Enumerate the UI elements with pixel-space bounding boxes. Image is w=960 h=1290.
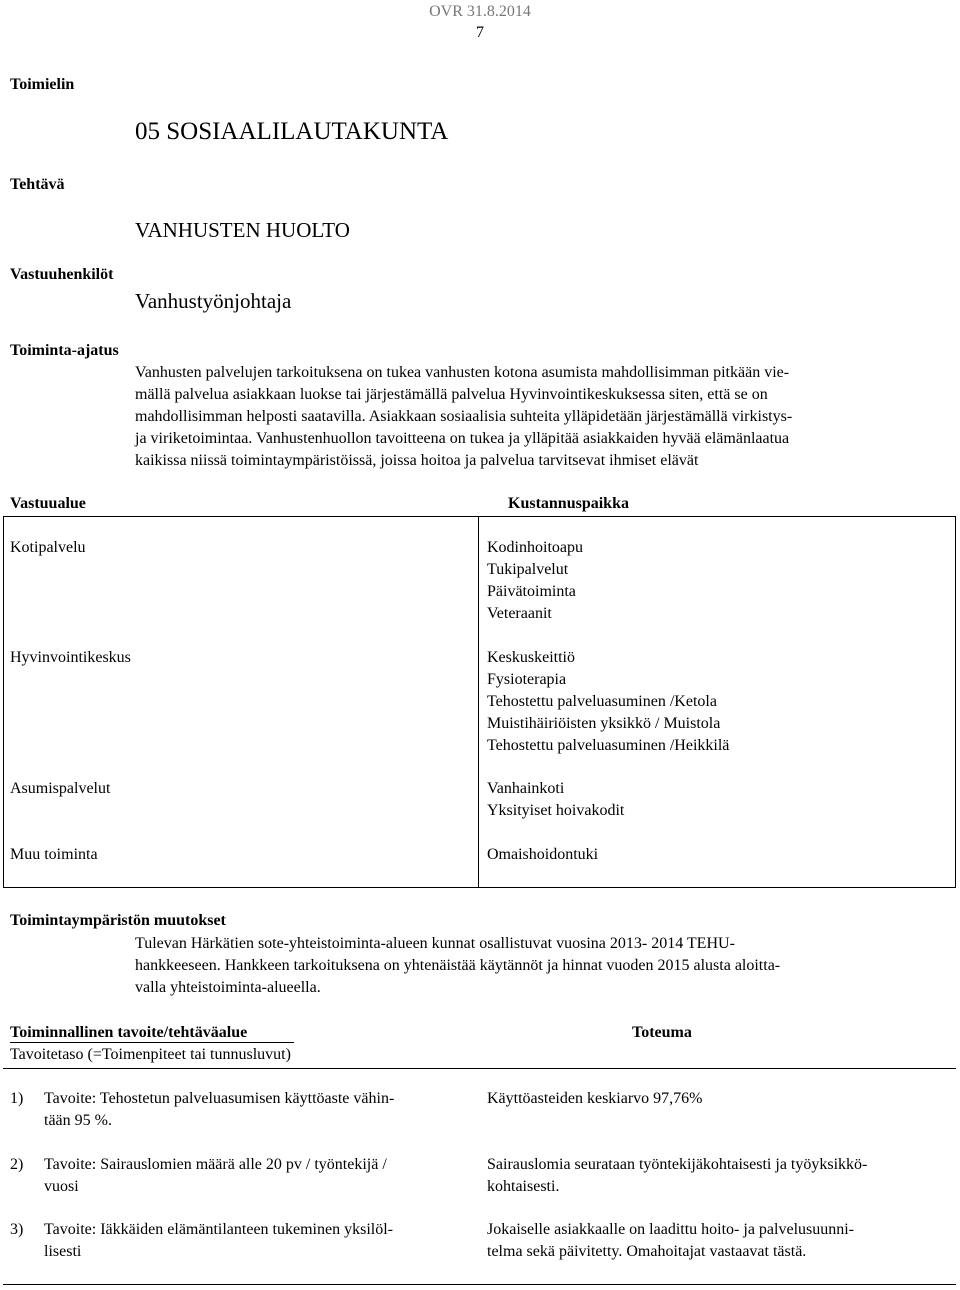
cost-center-item: Vanhainkoti — [487, 780, 565, 797]
cost-center-item: Päivätoiminta — [487, 583, 576, 600]
toiminta-ajatus-line: mahdollisimman helposti saatavilla. Asiakkaan sosiaalisia suhteita ylläpidetään järjestämällä virkistys- — [135, 408, 793, 425]
goal-text — [44, 1154, 387, 1198]
goal-line: tään 95 %. — [44, 1112, 112, 1129]
label-toiminta-ajatus: Toiminta-ajatus — [10, 342, 119, 359]
goal-line: Tavoite: Tehostetun palveluasumisen käyttöaste vähin- — [44, 1090, 395, 1107]
goal-text — [44, 1088, 394, 1132]
goal-text — [44, 1219, 393, 1263]
toiminta-ajatus-line: ja viriketoimintaa. Vanhustenhuollon tavoitteena on tukea ja ylläpitää asiakkaiden hyvää elämänlaatua — [135, 430, 790, 447]
goal-result — [487, 1154, 867, 1198]
cost-center-item: Kodinhoitoapu — [487, 539, 583, 556]
toteuma-header: Toteuma — [632, 1024, 692, 1041]
table-row-area: Hyvinvointikeskus — [10, 649, 131, 666]
goals-subheader: Tavoitetaso (=Toimenpiteet tai tunnusluvut) — [10, 1046, 291, 1063]
value-tehtava: VANHUSTEN HUOLTO — [135, 218, 350, 242]
label-vastuuhenkilot: Vastuuhenkilöt — [10, 266, 114, 283]
result-line: Sairauslomia seurataan työntekijäkohtaisesti ja työyksikkö- — [487, 1156, 868, 1173]
table-box-top — [3, 516, 956, 517]
cost-center-item: Keskuskeittiö — [487, 649, 575, 666]
goal-result — [487, 1219, 854, 1263]
cost-center-item: Fysioterapia — [487, 671, 567, 688]
table-header-kustannuspaikka: Kustannuspaikka — [508, 495, 629, 512]
table-row-costs — [487, 647, 729, 757]
table-header-vastuualue: Vastuualue — [10, 495, 86, 512]
label-toimielin: Toimielin — [10, 76, 75, 93]
muutokset-line: valla yhteistoiminta-alueella. — [135, 979, 321, 996]
toiminta-ajatus-line: mällä palvelua asiakkaan luokse tai järjestämällä palvelua Hyvinvointikeskuksessa siten, että se on — [135, 386, 768, 403]
goal-number: 3) — [10, 1221, 24, 1238]
cost-center-item: Omaishoidontuki — [487, 846, 599, 863]
goal-result — [487, 1088, 703, 1110]
table-row-costs — [487, 537, 583, 625]
header-rule — [3, 1068, 956, 1069]
cost-center-item: Tehostettu palveluasuminen /Heikkilä — [487, 737, 730, 754]
goal-line: Tavoite: Iäkkäiden elämäntilanteen tukeminen yksilöl- — [44, 1221, 393, 1238]
label-tehtava: Tehtävä — [10, 176, 65, 193]
table-row-costs — [487, 778, 624, 822]
result-line: Jokaiselle asiakkaalle on laadittu hoito- ja palvelusuunni- — [487, 1221, 855, 1238]
goal-number: 1) — [10, 1090, 24, 1107]
toiminta-ajatus-paragraph — [135, 362, 792, 472]
toiminta-ajatus-line: kaikissa niissä toimintaympäristöissä, joissa hoitoa ja palvelua tarvitsevat ihmiset elävät — [135, 452, 699, 469]
table-row-area: Kotipalvelu — [10, 539, 86, 556]
result-line: telma sekä päivitetty. Omahoitajat vastaavat tästä. — [487, 1243, 807, 1260]
table-row-area: Asumispalvelut — [10, 780, 111, 797]
toiminta-ajatus-line: Vanhusten palvelujen tarkoituksena on tukea vanhusten kotona asumista mahdollisimman pitkään vie- — [135, 364, 790, 381]
goal-line: lisesti — [44, 1243, 82, 1260]
goal-line: Tavoite: Sairauslomien määrä alle 20 pv / työntekijä / — [44, 1156, 387, 1173]
table-row-area: Muu toiminta — [10, 846, 98, 863]
goal-line: vuosi — [44, 1178, 79, 1195]
value-toimielin: 05 SOSIAALILAUTAKUNTA — [135, 118, 449, 145]
cost-center-item: Tehostettu palveluasuminen /Ketola — [487, 693, 717, 710]
page-number: 7 — [476, 24, 484, 41]
cost-center-item: Yksityiset hoivakodit — [487, 802, 625, 819]
table-column-divider — [478, 516, 479, 888]
table-row-costs — [487, 844, 598, 866]
result-line: Käyttöasteiden keskiarvo 97,76% — [487, 1090, 703, 1107]
muutokset-line: hankkeeseen. Hankkeen tarkoituksena on yhtenäistää käytännöt ja hinnat vuoden 2015 alusta aloitta- — [135, 957, 781, 974]
goal-number: 2) — [10, 1156, 24, 1173]
cost-center-item: Muistihäiriöisten yksikkö / Muistola — [487, 715, 721, 732]
cost-center-item: Veteraanit — [487, 605, 552, 622]
table-box-bottom — [3, 887, 956, 888]
document-reference: OVR 31.8.2014 — [429, 3, 531, 20]
table-box-right — [955, 516, 956, 888]
goals-header: Toiminnallinen tavoite/tehtäväalue — [10, 1024, 248, 1041]
value-vastuuhenkilot: Vanhustyönjohtaja — [135, 289, 292, 313]
muutokset-line: Tulevan Härkätien sote-yhteistoiminta-alueen kunnat osallistuvat vuosina 2013- 2014 TEHU- — [135, 935, 735, 952]
footer-rule — [3, 1284, 956, 1285]
goals-header-underline — [10, 1042, 294, 1043]
muutokset-heading: Toimintaympäristön muutokset — [10, 912, 226, 929]
table-box-left — [3, 516, 4, 888]
muutokset-paragraph — [135, 933, 780, 999]
result-line: kohtaisesti. — [487, 1178, 560, 1195]
cost-center-item: Tukipalvelut — [487, 561, 569, 578]
